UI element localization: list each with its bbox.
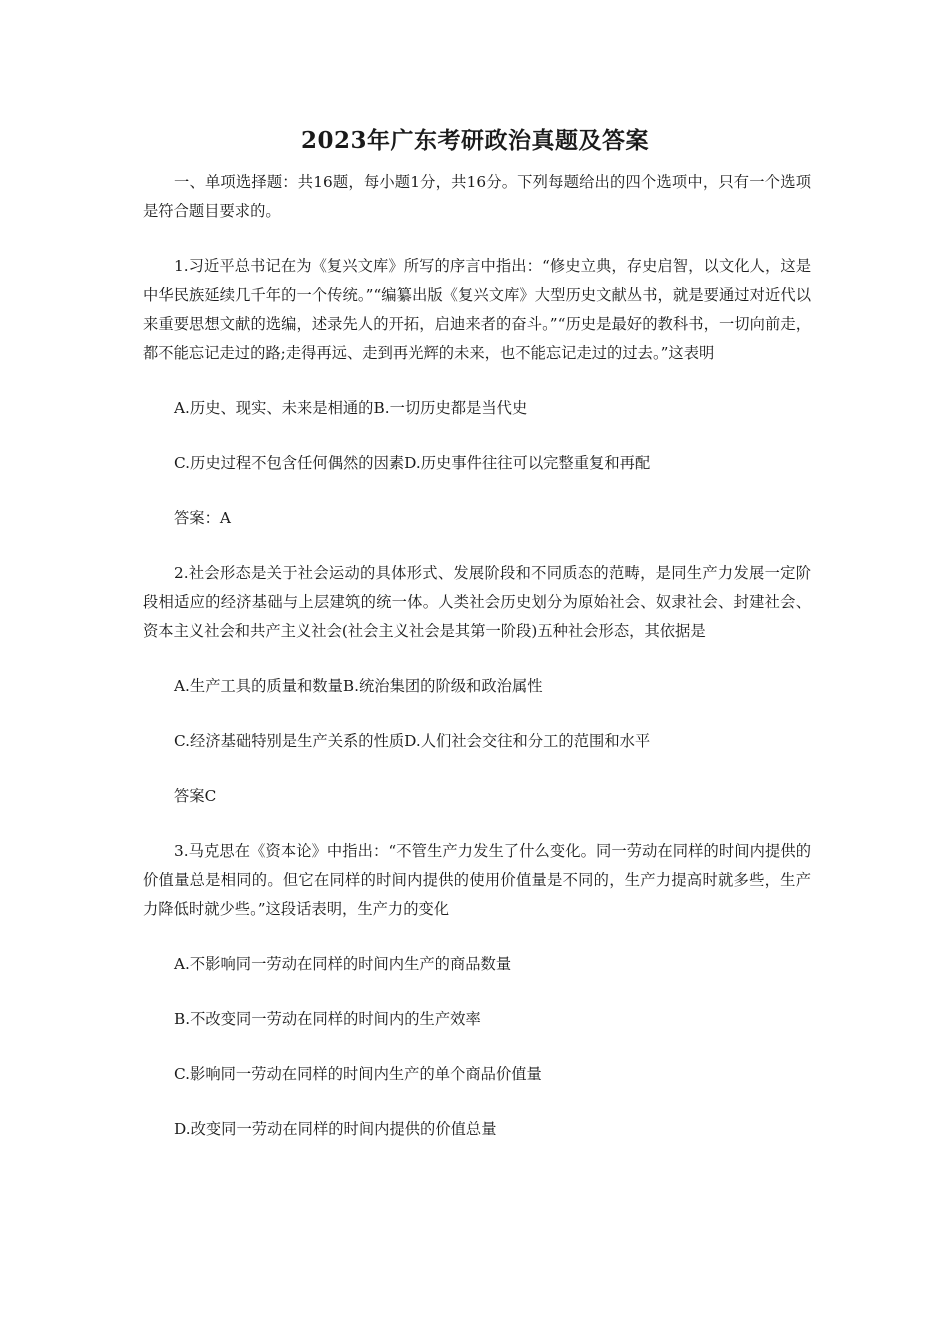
question-3-option-a: A.不影响同一劳动在同样的时间内生产的商品数量 [174, 955, 512, 973]
question-3-option-d: D.改变同一劳动在同样的时间内提供的价值总量 [174, 1120, 497, 1138]
question-3-option-b: B.不改变同一劳动在同样的时间内的生产效率 [174, 1010, 481, 1028]
question-2-answer: 答案C [174, 787, 217, 805]
question-3-stem: 3.马克思在《资本论》中指出：“不管生产力发生了什么变化。同一劳动在同样的时间内提供的价值量总是相同的。但它在同样的时间内提供的使用价值量是不同的，生产力提高时就多些，生产力降低时就少些。”这段话表明，生产力的变化 [143, 842, 811, 918]
page-title: 2023年广东考研政治真题及答案 [300, 127, 649, 154]
question-2-stem: 2.社会形态是关于社会运动的具体形式、发展阶段和不同质态的范畴，是同生产力发展一定阶段相适应的经济基础与上层建筑的统一体。人类社会历史划分为原始社会、奴隶社会、封建社会、资本主义社会和共产主义社会(社会主义社会是其第一阶段)五种社会形态，其依据是 [143, 564, 811, 640]
document-body [143, 168, 811, 1144]
question-3-option-c: C.影响同一劳动在同样的时间内生产的单个商品价值量 [174, 1065, 542, 1083]
question-2-options-ab: A.生产工具的质量和数量B.统治集团的阶级和政治属性 [174, 677, 543, 695]
question-1-options-ab: A.历史、现实、未来是相通的B.一切历史都是当代史 [174, 399, 528, 417]
question-1-options-cd: C.历史过程不包含任何偶然的因素D.历史事件往往可以完整重复和再配 [174, 454, 651, 472]
question-2-options-cd: C.经济基础特别是生产关系的性质D.人们社会交往和分工的范围和水平 [174, 732, 651, 750]
question-1-answer: 答案：A [174, 509, 231, 527]
question-1-stem: 1.习近平总书记在为《复兴文库》所写的序言中指出：“修史立典，存史启智，以文化人，这是中华民族延续几千年的一个传统。”“编纂出版《复兴文库》大型历史文献丛书，就是要通过对近代以来重要思想文献的选编，述录先人的开拓，启迪来者的奋斗。”“历史是最好的教科书，一切向前走，都不能忘记走过的路;走得再远、走到再光辉的未来，也不能忘记走过的过去。”这表明 [143, 257, 811, 362]
section-intro: 一、单项选择题：共16题，每小题1分，共16分。下列每题给出的四个选项中，只有一个选项是符合题目要求的。 [143, 173, 811, 220]
